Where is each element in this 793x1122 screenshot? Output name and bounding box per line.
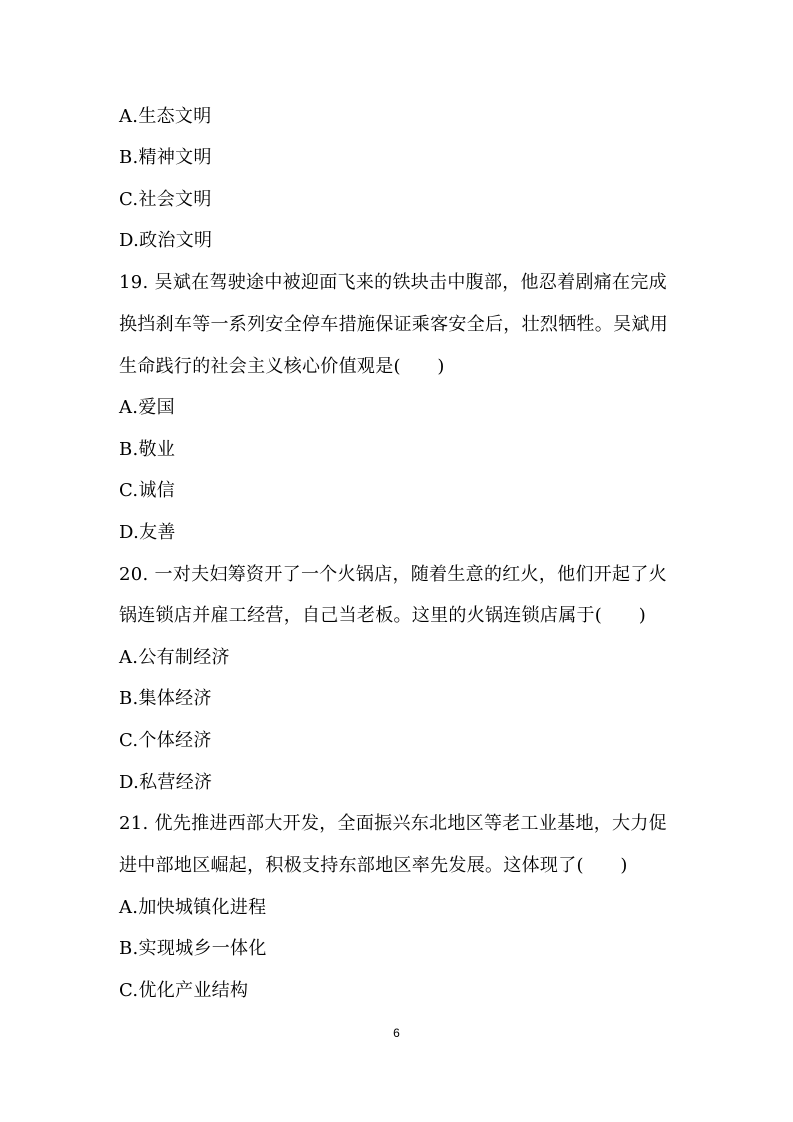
q21-text-line-1: 21. 优先推进西部大开发，全面振兴东北地区等老工业基地，大力促 [119,813,667,834]
q18-option-c: C.社会文明 [119,189,212,210]
q20-text-line-2: 锅连锁店并雇工经营，自己当老板。这里的火锅连锁店属于( ) [119,605,647,626]
q18-option-d: D.政治文明 [119,230,213,251]
q19-option-b: B.敬业 [119,439,176,460]
q20-text-line-1: 20. 一对夫妇筹资开了一个火锅店，随着生意的红火，他们开起了火 [119,564,667,585]
q21-option-b: B.实现城乡一体化 [119,938,267,959]
q18-option-a: A.生态文明 [119,106,212,127]
q19-option-d: D.友善 [119,522,176,543]
q19-text-line-3: 生命践行的社会主义核心价值观是( ) [119,356,445,377]
q19-option-c: C.诚信 [119,480,176,501]
q20-option-d: D.私营经济 [119,772,213,793]
q21-option-c: C.优化产业结构 [119,980,249,1001]
q19-text-line-2: 换挡刹车等一系列安全停车措施保证乘客安全后，壮烈牺牲。吴斌用 [119,314,668,335]
q20-option-a: A.公有制经济 [119,647,230,668]
q19-option-a: A.爱国 [119,397,175,418]
q18-option-b: B.精神文明 [119,147,212,168]
q21-option-a: A.加快城镇化进程 [119,897,267,918]
q20-option-b: B.集体经济 [119,688,212,709]
q19-text-line-1: 19. 吴斌在驾驶途中被迎面飞来的铁块击中腹部，他忍着剧痛在完成 [119,272,667,293]
page-number: 6 [393,1026,400,1040]
q20-option-c: C.个体经济 [119,730,212,751]
q21-text-line-2: 进中部地区崛起，积极支持东部地区率先发展。这体现了( ) [119,855,628,876]
